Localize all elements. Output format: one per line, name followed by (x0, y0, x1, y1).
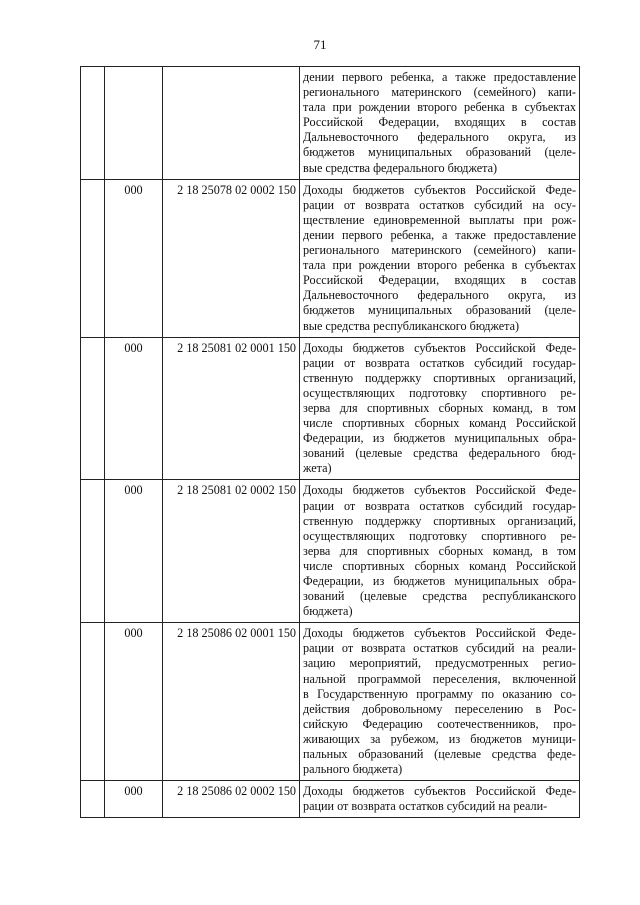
description-line: регионального материнского (семейного) капи- (303, 85, 576, 100)
description-line: Доходы бюджетов субъектов Российской Феде- (303, 182, 576, 197)
description-line: рации от возврата остатков субсидий государ- (303, 355, 576, 370)
description-line: Дальневосточного федерального округа, из (303, 130, 576, 145)
description-line: Доходы бюджетов субъектов Российской Феде- (303, 340, 576, 355)
description-line: вые средства федерального бюджета) (303, 160, 498, 175)
description-line: зерва для спортивных сборных команд, в том (303, 400, 576, 415)
description-line: зований (целевые средства федерального бюд- (303, 446, 576, 461)
description-line: Дальневосточного федерального округа, из (303, 288, 576, 303)
description-line: в Государственную программу по оказанию со- (303, 686, 576, 701)
description-cell (300, 781, 580, 818)
description-line: нальной программой переселения, включенной (303, 671, 576, 686)
description-line: действия добровольному переселению в Рос- (303, 701, 576, 716)
empty-cell (81, 179, 105, 337)
description-cell (300, 623, 580, 781)
description-line: тала при рождении второго ребенка в субъектах (303, 258, 576, 273)
description-line: Российской Федерации, входящих в состав (303, 273, 576, 288)
budget-classification-table (80, 66, 580, 818)
description-line: Российской Федерации, входящих в состав (303, 115, 576, 130)
table-row (81, 781, 580, 818)
description-line: бюджетов муниципальных образований (целе- (303, 303, 576, 318)
description-line: Федерации, из бюджетов муниципальных обра- (303, 431, 576, 446)
description-line: ственную поддержку спортивных организаций, (303, 370, 576, 385)
description-line: пальных образований (целевые средства феде- (303, 747, 576, 762)
description-line: осуществляющих подготовку спортивного ре- (303, 385, 576, 400)
description-line: рации от возврата остатков субсидий на реали- (303, 641, 576, 656)
description-line: сийскую Федерацию соотечественников, про- (303, 716, 576, 731)
description-line: дении первого ребенка, а также предоставление (303, 70, 576, 84)
admin-code-cell (105, 67, 163, 180)
description-line: ществление единовременной выплаты при рож- (303, 212, 576, 227)
empty-cell (81, 623, 105, 781)
description-line: дении первого ребенка, а также предоставление (303, 227, 576, 242)
description-line: зерва для спортивных сборных команд, в том (303, 543, 576, 558)
empty-cell (81, 337, 105, 480)
description-line: Доходы бюджетов субъектов Российской Феде- (303, 784, 576, 799)
description-cell (300, 179, 580, 337)
table-row (81, 480, 580, 623)
description-line: числе спортивных сборных команд Российской (303, 416, 576, 431)
empty-cell (81, 480, 105, 623)
admin-code-cell: 000 (105, 337, 163, 480)
table-row (81, 623, 580, 781)
description-line: Доходы бюджетов субъектов Российской Феде- (303, 626, 576, 641)
description-line: осуществляющих подготовку спортивного ре- (303, 528, 576, 543)
description-line: жета) (303, 461, 332, 476)
description-line: рального бюджета) (303, 762, 403, 777)
description-line: Федерации, из бюджетов муниципальных обра- (303, 574, 576, 588)
description-cell (300, 67, 580, 180)
table-row (81, 179, 580, 337)
description-line: регионального материнского (семейного) капи- (303, 243, 576, 258)
table-row (81, 337, 580, 480)
page-number: 71 (313, 37, 327, 52)
empty-cell (81, 67, 105, 180)
description-line: зований (целевые средства республиканского (303, 589, 576, 604)
description-line: бюджета) (303, 604, 353, 619)
admin-code-cell: 000 (105, 179, 163, 337)
kbk-code-cell: 2 18 25081 02 0002 150 (163, 480, 300, 623)
kbk-code-cell (163, 67, 300, 180)
description-line: рации от возврата остатков субсидий на осу- (303, 197, 576, 212)
kbk-code-cell: 2 18 25081 02 0001 150 (163, 337, 300, 480)
admin-code-cell: 000 (105, 781, 163, 818)
description-cell (300, 337, 580, 480)
description-line: бюджетов муниципальных образований (целе- (303, 145, 576, 160)
admin-code-cell: 000 (105, 480, 163, 623)
description-line: рации от возврата остатков субсидий государ- (303, 498, 576, 513)
description-line: рации от возврата остатков субсидий на реали- (303, 799, 548, 814)
kbk-code-cell: 2 18 25086 02 0001 150 (163, 623, 300, 781)
table-body (81, 67, 580, 818)
description-line: зацию мероприятий, предусмотренных регио- (303, 656, 576, 671)
description-line: ственную поддержку спортивных организаций, (303, 513, 576, 528)
admin-code-cell: 000 (105, 623, 163, 781)
empty-cell (81, 781, 105, 818)
description-line: Доходы бюджетов субъектов Российской Феде- (303, 483, 576, 498)
kbk-code-cell: 2 18 25078 02 0002 150 (163, 179, 300, 337)
description-line: числе спортивных сборных команд Российской (303, 558, 576, 573)
description-line: тала при рождении второго ребенка в субъектах (303, 100, 576, 115)
table-row (81, 67, 580, 180)
description-cell (300, 480, 580, 623)
kbk-code-cell: 2 18 25086 02 0002 150 (163, 781, 300, 818)
description-line: живающих за рубежом, из бюджетов муници- (303, 731, 576, 746)
description-line: вые средства республиканского бюджета) (303, 318, 520, 333)
